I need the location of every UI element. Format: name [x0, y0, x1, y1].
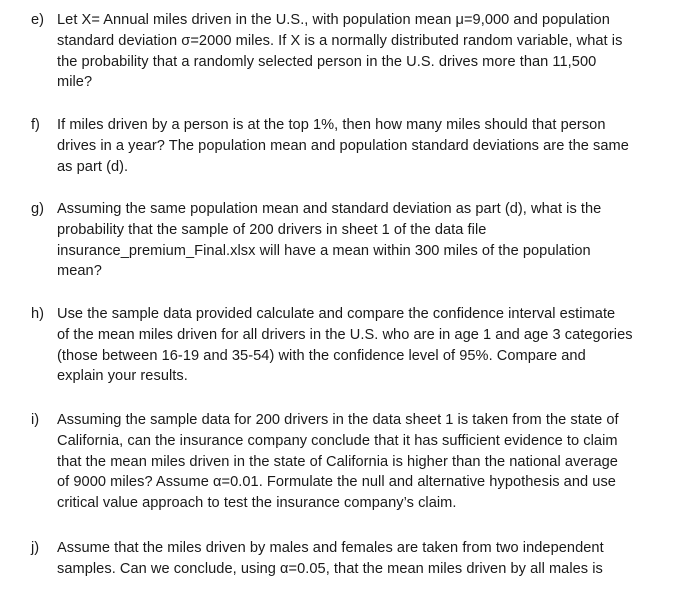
question-letter: i)	[31, 412, 40, 428]
question-text: If miles driven by a person is at the top 1%, then how many miles should that person drives in a year? The population mean and population standard deviations are the same as part (d).	[57, 117, 629, 175]
question-text: Assuming the same population mean and standard deviation as part (d), what is the probability that the sample of 200 drivers in sheet 1 of the data file insurance_premium_Final.xlsx will have a mean within 300 miles of the population mean?	[57, 201, 602, 280]
question-letter: e)	[31, 12, 44, 28]
question-letter: g)	[31, 201, 44, 217]
question-letter: f)	[31, 117, 40, 133]
question-text: Use the sample data provided calculate and compare the confidence interval estimate of the mean miles driven for all drivers in the U.S. who are in age 1 and age 3 categories (those between 16-19 and 35-54) with the confidence level of 95%. Compare and explain your results.	[57, 306, 633, 385]
question-letter: j)	[31, 540, 40, 556]
question-text: Assume that the miles driven by males and females are taken from two independent samples. Can we conclude, using α=0.05, that the mean miles driven by all males is	[57, 540, 604, 577]
question-text: Assuming the sample data for 200 drivers in the data sheet 1 is taken from the state of California, can the insurance company conclude that it has sufficient evidence to claim that the mean miles driven in the state of California is higher than the national average of 9000 miles? Assume α=0.01. Formulate the null and alternative hypothesis and use critical value approach to test the insurance company’s claim.	[57, 412, 619, 512]
question-text: Let X= Annual miles driven in the U.S., with population mean μ=9,000 and population standard deviation σ=2000 miles. If X is a normally distributed random variable, what is the probability that a randomly selected person in the U.S. drives more than 11,500 mile?	[57, 12, 623, 91]
question-letter: h)	[31, 306, 44, 322]
